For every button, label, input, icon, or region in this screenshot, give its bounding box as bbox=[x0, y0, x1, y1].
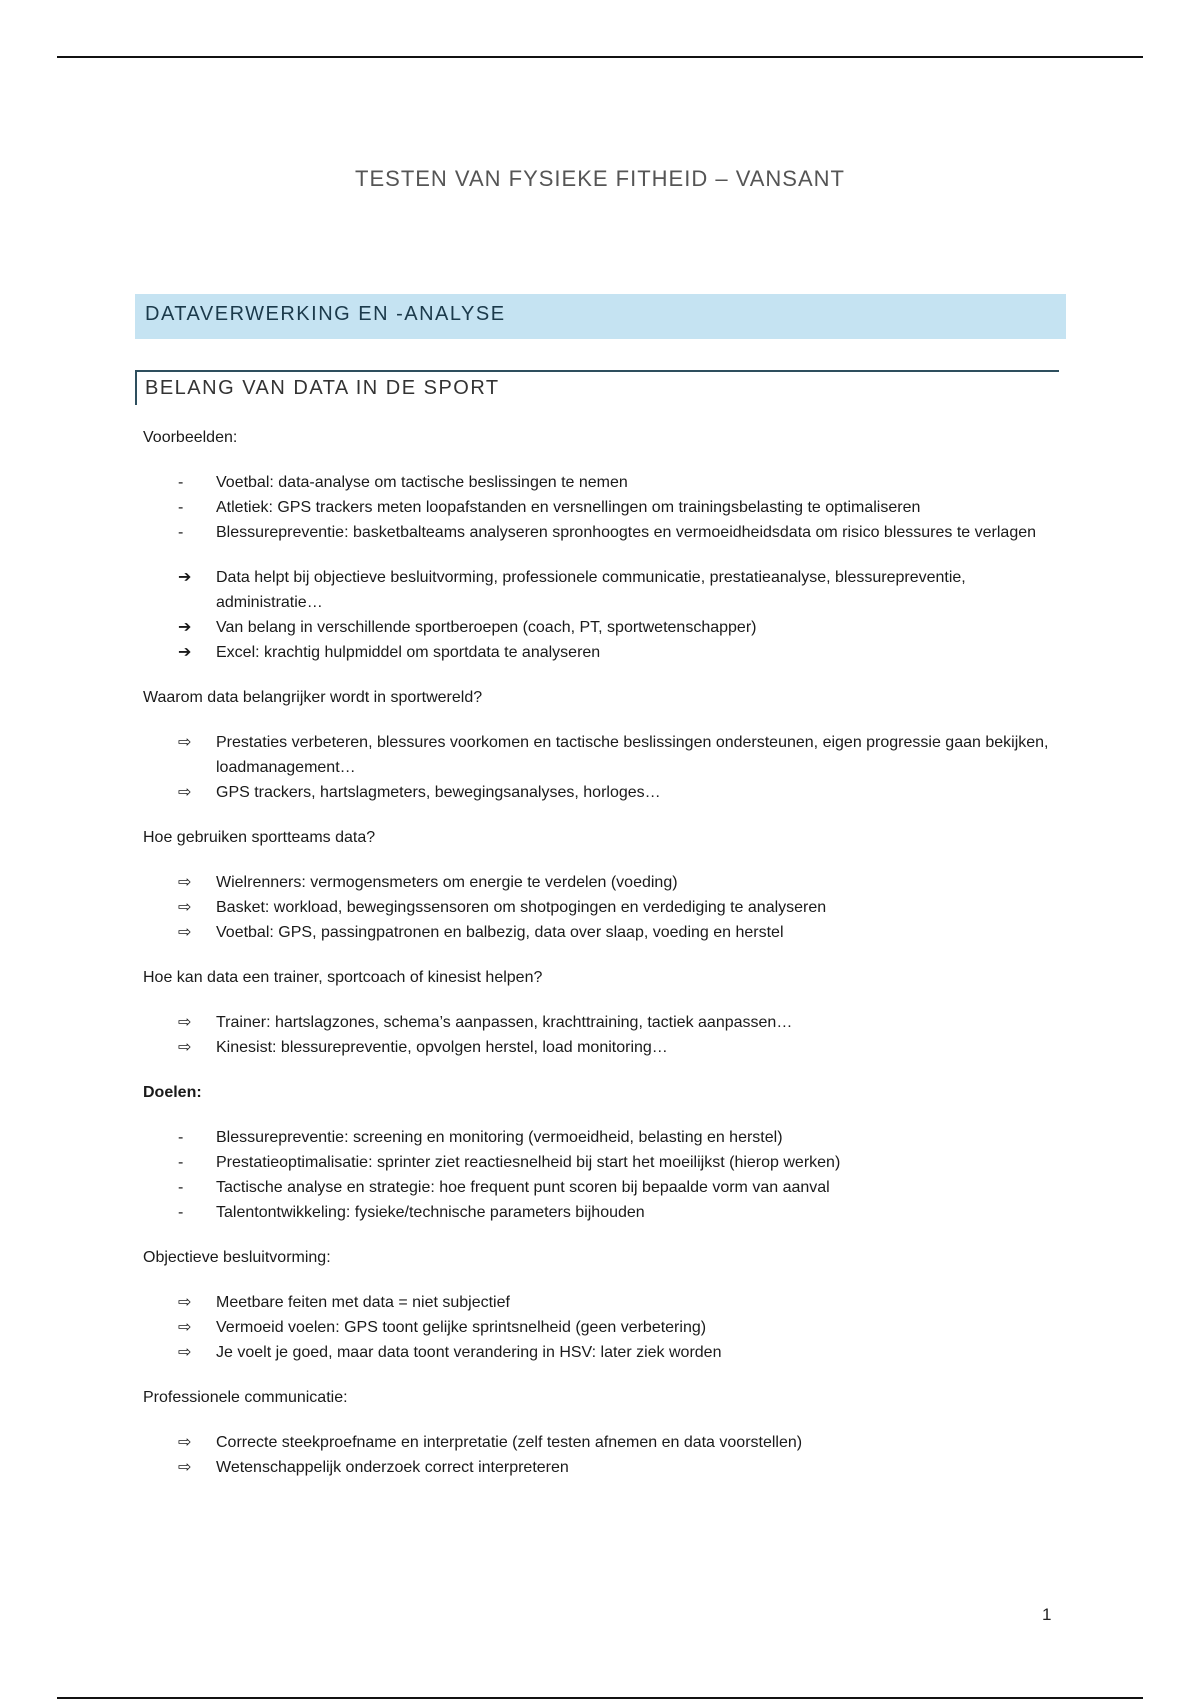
outline-arrow-bullet-icon: ⇨ bbox=[178, 784, 192, 801]
list-item-text: Prestatieoptimalisatie: sprinter ziet reactiesnelheid bij start het moeilijkst (hierop werken) bbox=[216, 1154, 841, 1171]
bullet-list bbox=[143, 470, 1058, 545]
paragraph: Waarom data belangrijker wordt in sportwereld? bbox=[143, 689, 483, 706]
list-item bbox=[143, 1010, 1058, 1035]
list-item bbox=[143, 895, 1058, 920]
document-body bbox=[143, 425, 1058, 1500]
dash-bullet-icon: - bbox=[178, 1179, 184, 1196]
list-item-text: Prestaties verbeteren, blessures voorkomen en tactische beslissingen ondersteunen, eigen progressie gaan bekijken, loadmanagement… bbox=[216, 734, 1049, 776]
list-item bbox=[143, 780, 1058, 805]
list-item-text: Voetbal: data-analyse om tactische beslissingen te nemen bbox=[216, 474, 628, 491]
list-item-text: Excel: krachtig hulpmiddel om sportdata te analyseren bbox=[216, 644, 601, 661]
list-item-text: Blessurepreventie: screening en monitoring (vermoeidheid, belasting en herstel) bbox=[216, 1129, 783, 1146]
dash-bullet-icon: - bbox=[178, 1154, 184, 1171]
outline-arrow-bullet-icon: ⇨ bbox=[178, 1434, 192, 1451]
list-item bbox=[143, 920, 1058, 945]
arrow-bullet-icon: ➔ bbox=[178, 619, 192, 636]
paragraph: Hoe gebruiken sportteams data? bbox=[143, 829, 376, 846]
list-item-text: Kinesist: blessurepreventie, opvolgen herstel, load monitoring… bbox=[216, 1039, 668, 1056]
list-item bbox=[143, 1430, 1058, 1455]
list-item-text: Je voelt je goed, maar data toont verandering in HSV: later ziek worden bbox=[216, 1344, 722, 1361]
list-item-text: Data helpt bij objectieve besluitvorming, professionele communicatie, prestatieanalyse, blessurepreventie, administratie… bbox=[216, 569, 966, 611]
list-item bbox=[143, 1340, 1058, 1365]
list-item-text: Tactische analyse en strategie: hoe frequent punt scoren bij bepaalde vorm van aanval bbox=[216, 1179, 830, 1196]
outline-arrow-bullet-icon: ⇨ bbox=[178, 1294, 192, 1311]
heading-2: BELANG VAN DATA IN DE SPORT bbox=[135, 370, 1059, 405]
outline-arrow-bullet-icon: ⇨ bbox=[178, 874, 192, 891]
list-item-text: Wetenschappelijk onderzoek correct interpreteren bbox=[216, 1459, 569, 1476]
bullet-list bbox=[143, 870, 1058, 945]
list-item-text: Blessurepreventie: basketbalteams analyseren spronhoogtes en vermoeidheidsdata om risico blessures te verlagen bbox=[216, 524, 1037, 541]
list-item-text: Wielrenners: vermogensmeters om energie te verdelen (voeding) bbox=[216, 874, 678, 891]
outline-arrow-bullet-icon: ⇨ bbox=[178, 1459, 192, 1476]
list-item-text: Talentontwikkeling: fysieke/technische parameters bijhouden bbox=[216, 1204, 645, 1221]
outline-arrow-bullet-icon: ⇨ bbox=[178, 1039, 192, 1056]
list-item-text: Basket: workload, bewegingssensoren om shotpogingen en verdediging te analyseren bbox=[216, 899, 827, 916]
list-item bbox=[143, 1150, 1058, 1175]
dash-bullet-icon: - bbox=[178, 499, 184, 516]
list-item-text: Correcte steekproefname en interpretatie (zelf testen afnemen en data voorstellen) bbox=[216, 1434, 803, 1451]
list-item bbox=[143, 1455, 1058, 1480]
list-item bbox=[143, 1035, 1058, 1060]
bullet-list bbox=[143, 1010, 1058, 1060]
list-item-text: Meetbare feiten met data = niet subjectief bbox=[216, 1294, 510, 1311]
list-item-text: Voetbal: GPS, passingpatronen en balbezig, data over slaap, voeding en herstel bbox=[216, 924, 784, 941]
outline-arrow-bullet-icon: ⇨ bbox=[178, 734, 192, 751]
list-item bbox=[143, 1200, 1058, 1225]
list-item bbox=[143, 1290, 1058, 1315]
arrow-bullet-icon: ➔ bbox=[178, 569, 192, 586]
list-item bbox=[143, 470, 1058, 495]
list-item bbox=[143, 1315, 1058, 1340]
dash-bullet-icon: - bbox=[178, 1129, 184, 1146]
header-rule bbox=[57, 56, 1143, 58]
list-item-text: GPS trackers, hartslagmeters, bewegingsanalyses, horloges… bbox=[216, 784, 661, 801]
paragraph: Objectieve besluitvorming: bbox=[143, 1249, 331, 1266]
arrow-bullet-icon: ➔ bbox=[178, 644, 192, 661]
dash-bullet-icon: - bbox=[178, 1204, 184, 1221]
outline-arrow-bullet-icon: ⇨ bbox=[178, 1319, 192, 1336]
heading-1: DATAVERWERKING EN -ANALYSE bbox=[135, 294, 1066, 339]
bullet-list bbox=[143, 1125, 1058, 1225]
list-item bbox=[143, 730, 1058, 780]
list-item bbox=[143, 1175, 1058, 1200]
list-item-text: Atletiek: GPS trackers meten loopafstanden en versnellingen om trainingsbelasting te optimaliseren bbox=[216, 499, 921, 516]
list-item bbox=[143, 640, 1058, 665]
footer-rule bbox=[57, 1697, 1143, 1699]
bullet-list bbox=[143, 730, 1058, 805]
bullet-list bbox=[143, 565, 1058, 665]
list-item bbox=[143, 495, 1058, 520]
outline-arrow-bullet-icon: ⇨ bbox=[178, 1014, 192, 1031]
dash-bullet-icon: - bbox=[178, 474, 184, 491]
outline-arrow-bullet-icon: ⇨ bbox=[178, 924, 192, 941]
list-item bbox=[143, 565, 1058, 615]
bold-label: Doelen: bbox=[143, 1084, 202, 1101]
dash-bullet-icon: - bbox=[178, 524, 184, 541]
bullet-list bbox=[143, 1290, 1058, 1365]
paragraph: Professionele communicatie: bbox=[143, 1389, 348, 1406]
list-item-text: Vermoeid voelen: GPS toont gelijke sprintsnelheid (geen verbetering) bbox=[216, 1319, 707, 1336]
list-item bbox=[143, 520, 1058, 545]
document-header-title: TESTEN VAN FYSIEKE FITHEID – VANSANT bbox=[355, 166, 845, 191]
list-item-text: Van belang in verschillende sportberoepen (coach, PT, sportwetenschapper) bbox=[216, 619, 757, 636]
paragraph: Voorbeelden: bbox=[143, 429, 238, 446]
page-number: 1 bbox=[1042, 1605, 1052, 1624]
list-item-text: Trainer: hartslagzones, schema’s aanpassen, krachttraining, tactiek aanpassen… bbox=[216, 1014, 793, 1031]
list-item bbox=[143, 1125, 1058, 1150]
bullet-list bbox=[143, 1430, 1058, 1480]
outline-arrow-bullet-icon: ⇨ bbox=[178, 1344, 192, 1361]
list-item bbox=[143, 870, 1058, 895]
outline-arrow-bullet-icon: ⇨ bbox=[178, 899, 192, 916]
paragraph: Hoe kan data een trainer, sportcoach of kinesist helpen? bbox=[143, 969, 543, 986]
list-item bbox=[143, 615, 1058, 640]
